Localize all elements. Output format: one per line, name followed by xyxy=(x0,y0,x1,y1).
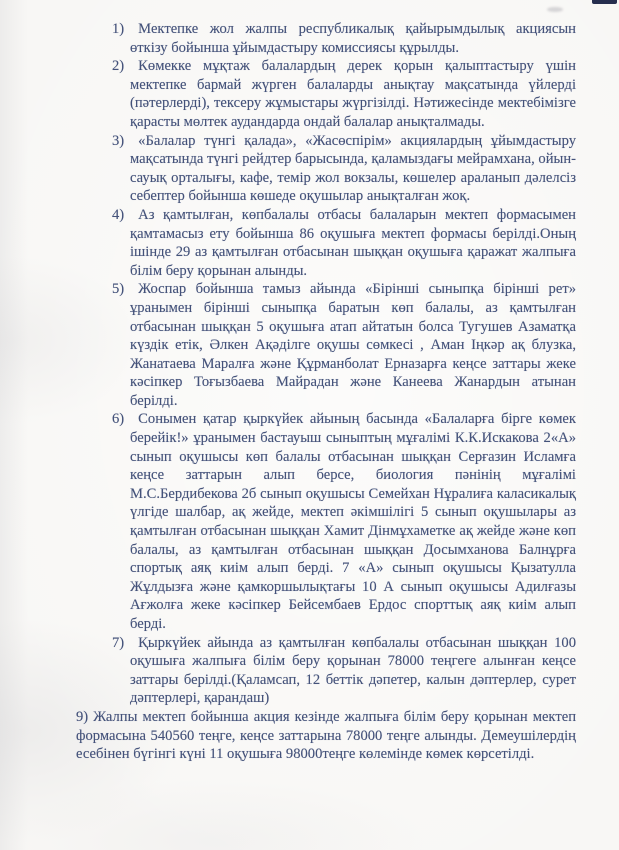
item-text: Сонымен қатар қыркүйек айының басында «Балаларға бірге көмек берейік!» ұранымен бастауыш сыныптың мұғалімі К.К.Искакова 2«А» сынып оқушысы көп балалы отбасынан шыққан Серғазин Исламға кеңсе заттарын алып берсе, биология пәнінің мұғалімі М.С.Бердибекова 2б сынып оқушысы Семейхан Нұралиға каласикалық үлгіде шалбар, ақ жейде, мектеп әкімшілігі 5 сынып оқушылары аз қамтылған отбасынан шыққан Хамит Дінмұхаметке ақ жейде және көп балалы, аз қамтылған отбасынан шыққан Досымханова Балнұрға спортық аяқ киім алып берді. 7 «А» сынып оқушысы Қызатулла Жұлдызға және қамкоршылықтағы 10 А сынып оқушысы Адилғазы Ағжолға жеке кәсіпкер Бейсембаев Ердос спорттық аяқ киім алып берді. xyxy=(130,411,576,632)
list-item-5 xyxy=(112,280,576,410)
list-item-1 xyxy=(112,20,576,57)
item-number: 1) xyxy=(112,21,125,37)
list-item-3 xyxy=(112,132,576,206)
list-item-9 xyxy=(76,708,576,764)
list-item-4 xyxy=(112,206,576,280)
item-text: Қыркүйек айында аз қамтылған көпбалалы отбасынан шыққан 100 оқушыға жалпыға білім беру қорынан 78000 теңгеге алынған кеңсе заттары берілді.(Қаламсап, 12 беттік дәпетер, калын дәптерлер, сурет дәптерлері, қарандаш) xyxy=(130,634,576,707)
item-text: Көмекке мұқтаж балалардың дерек қорын қалыптастыру үшін мектепке бармай жүрген балаларды анықтау мақсатында үйлерді (пәтерлерді), тексеру жұмыстары жүргізілді. Нәтижесінде мектебімізге қарасты мөлтек аудандарда ондай балалар анықталмады. xyxy=(130,58,576,130)
document-text xyxy=(76,20,576,764)
item-text: Жалпы мектеп бойынша акция кезінде жалпыға білім беру қорынан мектеп формасына 540560 теңге, кеңсе заттарына 78000 теңге алынды. Демеушілердің есебінен бүгінгі күні 11 оқушыға 98000теңге көлемінде көмек көрсетілді. xyxy=(76,708,576,763)
item-text: Аз қамтылған, көпбалалы отбасы балаларын мектеп формасымен қамтамасыз ету бойынша 86 оқушыға мектеп формасы берілді.Оның ішінде 29 аз қамтылған отбасынан шыққан оқушыға қаражат жалпыға білім беру қорынан алынды. xyxy=(130,206,576,279)
item-number: 5) xyxy=(112,281,125,298)
item-number: 4) xyxy=(112,206,125,223)
item-text: Мектепке жол жалпы республикалық қайырымдылық акциясын өткізу бойынша ұйымдастыру комиссиясы құрылды. xyxy=(130,21,576,56)
item-number: 9) xyxy=(76,708,89,725)
item-number: 3) xyxy=(112,132,125,149)
item-text: «Балалар түнгі қалада», «Жасөспірім» акциялардың ұйымдастыру мақсатында түнгі рейдтер барысында, қаламыздағы мейрамхана, ойын-сауық орталығы, кафе, темір жол вокзалы, көшелер араланып дәлелсіз себептер бойынша көшеде оқушылар анықталған жоқ. xyxy=(130,132,576,205)
item-number: 6) xyxy=(112,411,125,428)
list-item-6 xyxy=(112,410,576,633)
item-text: Жоспар бойынша тамыз айында «Бірінші сыныпқа бірінші рет» ұранымен бірінші сыныпқа баратын көп балалы, аз қамтылған отбасынан шыққан 5 оқушыға атап айтатын болса Тугушев Азаматқа күздік етік, Әлкен Ақәділге оқушы сөмкесі , Аман Іңкәр ақ блузка, Жанатаева Маралға және Құрманболат Ерназарға кеңсе заттары жеке кәсіпкер Тоғызбаева Майрадан және Канеева Жанардын атынан берілді. xyxy=(130,281,576,409)
scan-corner-mark xyxy=(592,0,617,4)
list-item-2 xyxy=(112,57,576,131)
item-number: 2) xyxy=(112,58,125,75)
list-item-7 xyxy=(112,634,576,708)
scan-smudge xyxy=(547,7,563,12)
item-number: 7) xyxy=(112,634,125,651)
